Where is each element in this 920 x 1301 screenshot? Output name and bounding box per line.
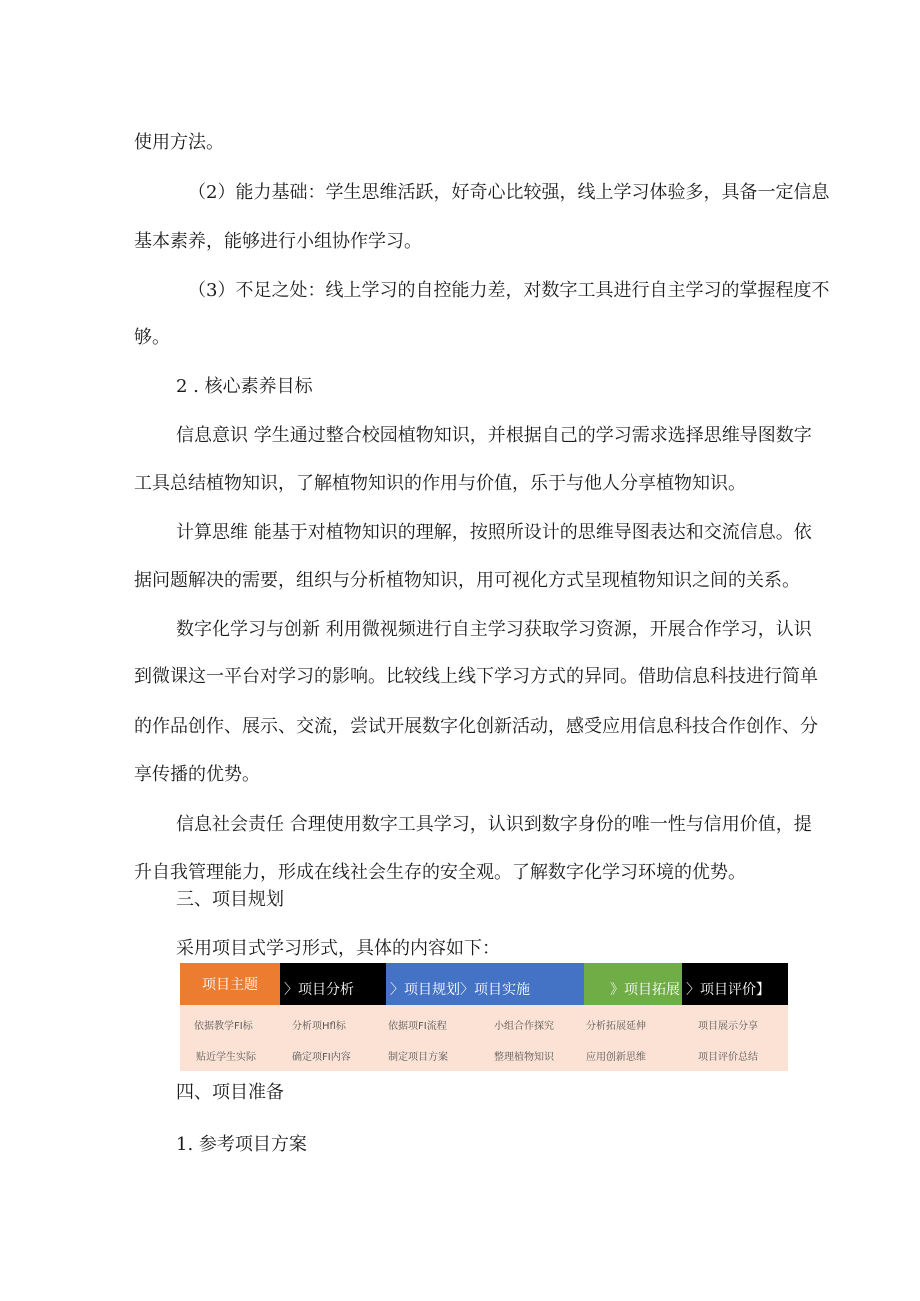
paragraph-line: 到微课这一平台对学习的影响。比较线上线下学习方式的异同。借助信息科技进行简单 <box>134 666 818 687</box>
table-cell: 依据项FI流程 <box>388 1021 447 1032</box>
table-cell: 分析拓展延伸 <box>586 1021 646 1032</box>
table-cell: 小组合作探究 <box>494 1021 554 1032</box>
section-heading: 四、项目准备 <box>176 1082 284 1103</box>
paragraph-line: 据问题解决的需要，组织与分析植物知识，用可视化方式呈现植物知识之间的关系。 <box>134 570 800 591</box>
table-cell: 项目评价总结 <box>698 1052 758 1063</box>
paragraph-line: 使用方法。 <box>134 132 224 153</box>
table-cell: 应用创新思维 <box>586 1052 646 1063</box>
paragraph-line: 工具总结植物知识，了解植物知识的作用与价值，乐于与他人分享植物知识。 <box>134 473 746 494</box>
table-header-cell: 》项目拓展 <box>584 963 682 1005</box>
table-cell: 分析项Hfl标 <box>292 1021 346 1032</box>
paragraph-line: 够。 <box>134 327 170 348</box>
table-cell: 贴近学生实际 <box>196 1052 256 1063</box>
section-heading: 1. 参考项目方案 <box>176 1134 307 1155</box>
table-header-cell: 项目主题 <box>180 963 280 1005</box>
paragraph-line: （2）能力基础：学生思维活跃，好奇心比较强，线上学习体验多，具备一定信息 <box>188 182 830 203</box>
project-plan-table <box>180 963 788 1071</box>
table-cell: 整理植物知识 <box>494 1052 554 1063</box>
table-header-cell: 〉项目评价】 <box>682 963 788 1005</box>
section-heading: 2 . 核心素养目标 <box>176 376 313 397</box>
paragraph-line: 采用项目式学习形式，具体的内容如下： <box>176 938 500 959</box>
table-body <box>180 1005 788 1071</box>
paragraph-line: 计算思维 能基于对植物知识的理解，按照所设计的思维导图表达和交流信息。依 <box>176 522 812 543</box>
table-cell: 依据教学FI标 <box>194 1021 253 1032</box>
paragraph-line: （3）不足之处：线上学习的自控能力差，对数字工具进行自主学习的掌握程度不 <box>188 280 830 301</box>
paragraph-line: 基本素养，能够进行小组协作学习。 <box>134 231 422 252</box>
table-header-cell: 〉项目分析 <box>280 963 386 1005</box>
paragraph-line: 信息社会责任 合理使用数字工具学习，认识到数字身份的唯一性与信用价值，提 <box>176 814 812 835</box>
table-cell: 项目展示分享 <box>698 1021 758 1032</box>
paragraph-line: 数字化学习与创新 利用微视频进行自主学习获取学习资源，开展合作学习，认识 <box>176 619 812 640</box>
paragraph-line: 信息意识 学生通过整合校园植物知识，并根据自己的学习需求选择思维导图数字 <box>176 425 812 446</box>
table-cell: 制定项目方案 <box>388 1052 448 1063</box>
paragraph-line: 享传播的优势。 <box>134 764 260 785</box>
table-header-cell: 〉项目规划〉项目实施 <box>386 963 584 1005</box>
table-cell: 确定项FI内容 <box>292 1052 351 1063</box>
section-heading: 三、项目规划 <box>176 889 284 910</box>
paragraph-line: 的作品创作、展示、交流，尝试开展数字化创新活动，感受应用信息科技合作创作、分 <box>134 716 818 737</box>
paragraph-line: 升自我管理能力，形成在线社会生存的安全观。了解数字化学习环境的优势。 <box>134 862 746 883</box>
